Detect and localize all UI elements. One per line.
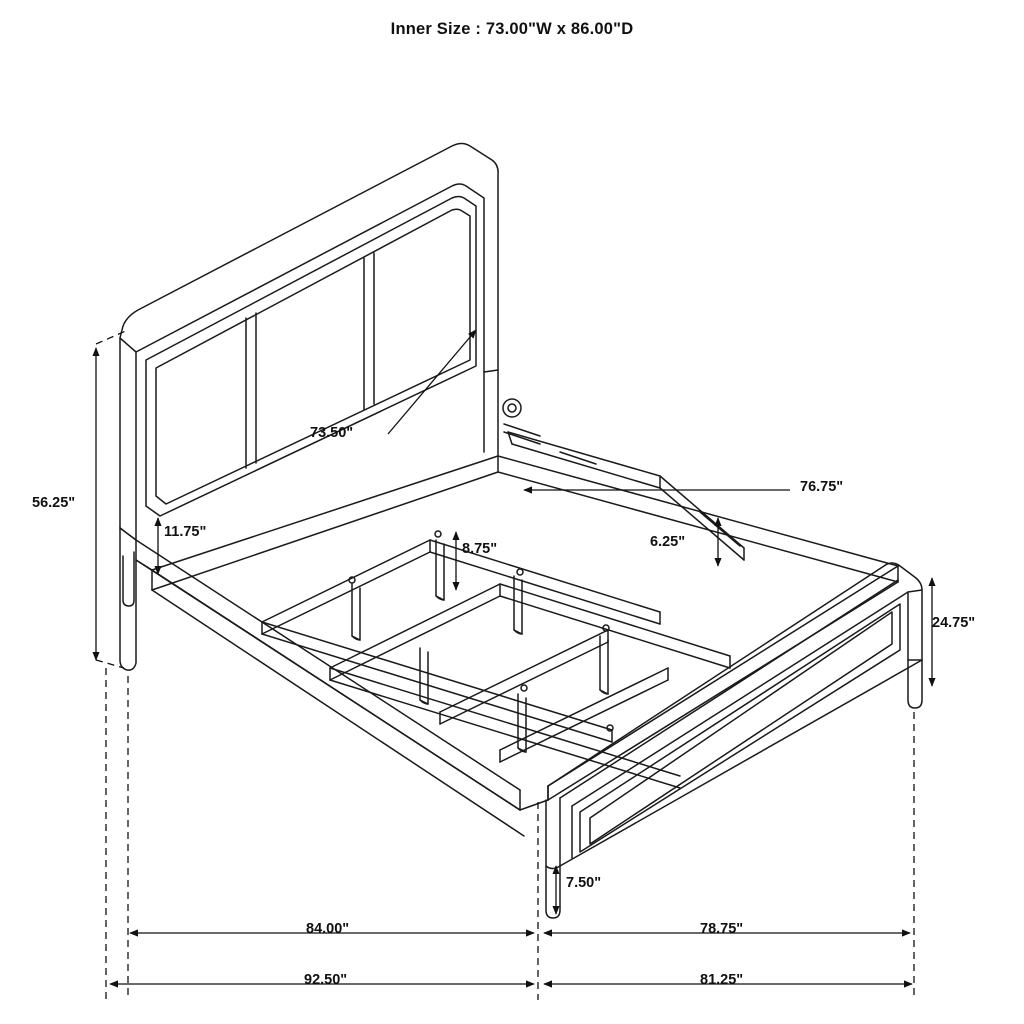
dim-outer-left: 92.50" [304,972,348,988]
dim-center-rail-height: 6.25" [650,534,686,550]
dim-slat-height: 8.75" [462,541,498,557]
dim-footboard-clearance: 7.50" [566,875,602,891]
dim-footboard-height: 24.75" [932,615,976,631]
dim-depth-right: 78.75" [700,921,744,937]
dim-rail-to-floor: 11.75" [164,524,207,540]
dim-outer-right: 81.25" [700,972,744,988]
page-title: Inner Size : 73.00"W x 86.00"D [390,20,634,38]
dim-headboard-width: 73.50" [310,425,354,441]
dim-depth-left: 84.00" [306,921,350,937]
dim-headboard-height: 56.25" [32,495,76,511]
headboard-assembly [120,144,498,671]
dim-inner-depth: 76.75" [800,479,844,495]
